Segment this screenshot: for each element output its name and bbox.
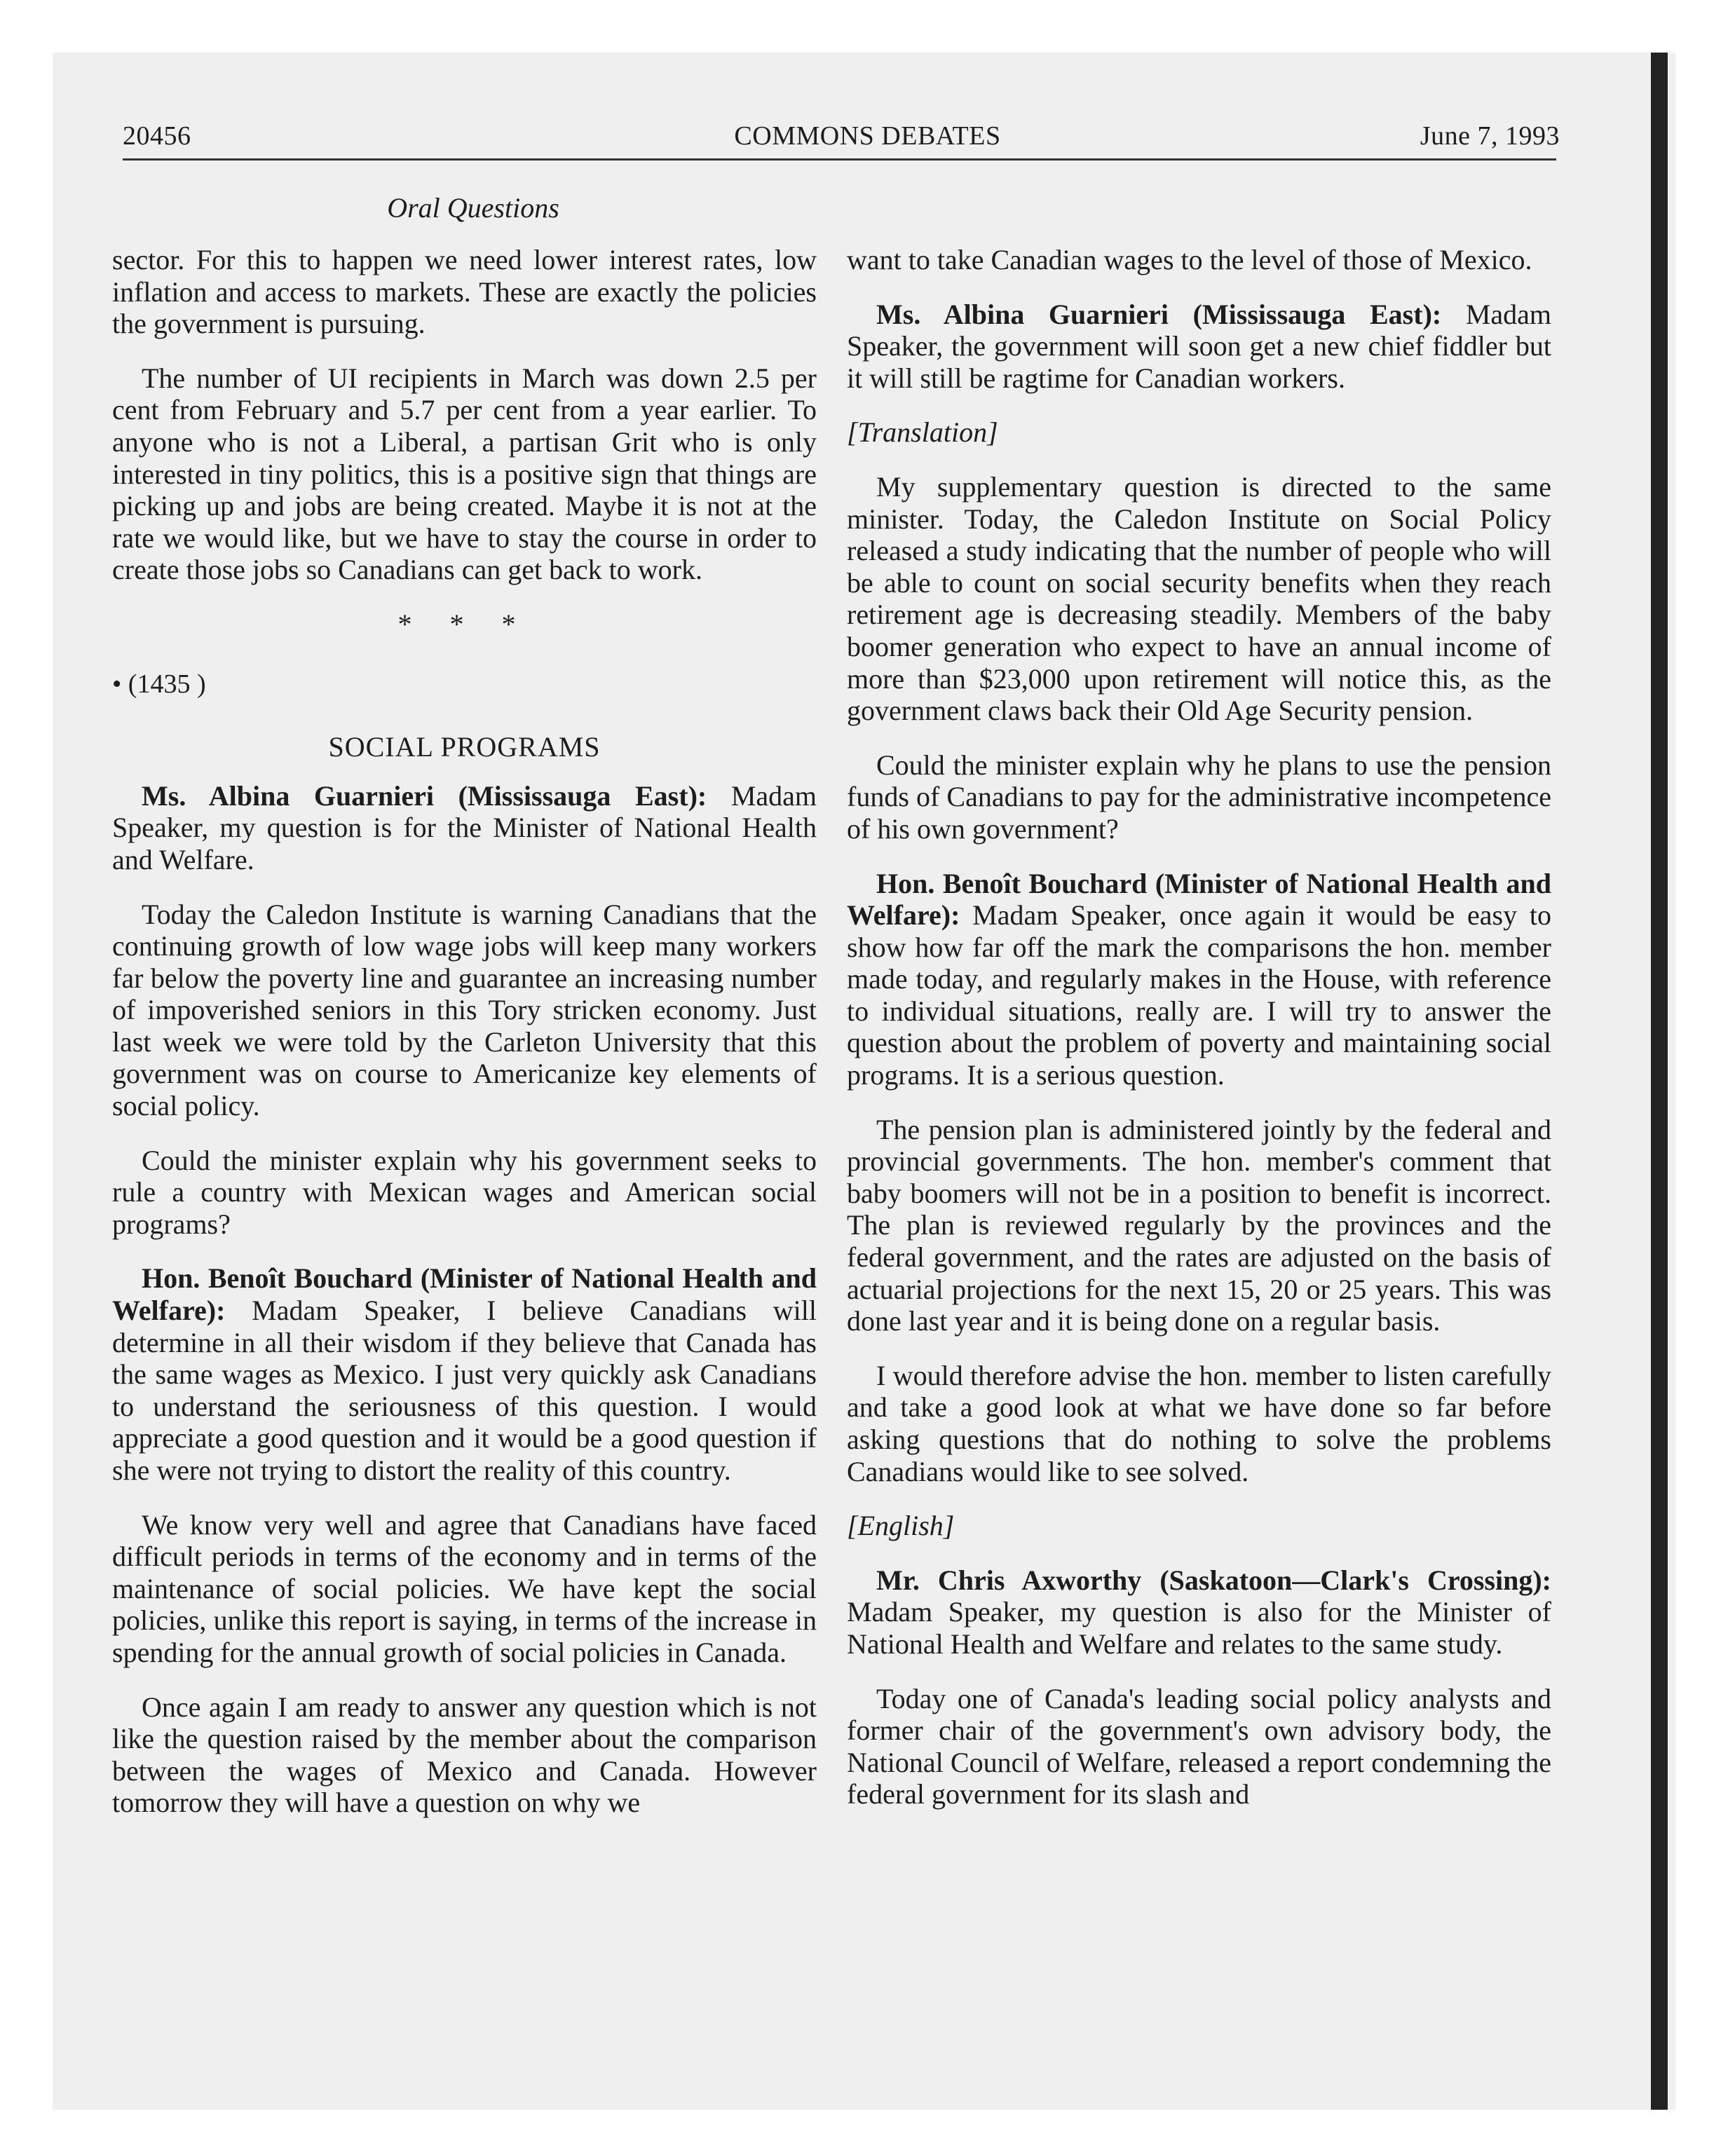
scan-edge-shadow: [1651, 53, 1668, 2110]
speech-paragraph: [112, 780, 817, 876]
speaker-name: Ms. Albina Guarnieri (Mississauga East):: [876, 298, 1442, 330]
speech-paragraph: [847, 1564, 1551, 1660]
paragraph: Once again I am ready to answer any question which is not like the question raised by the member about the comparison between the wages of Mexico and Canada. However tomorrow they will have a question on why we: [112, 1691, 817, 1819]
topic-heading: SOCIAL PROGRAMS: [328, 731, 601, 763]
time-marker: • (1435 ): [112, 669, 206, 699]
speaker-name: Hon. Benoît Bouchard (Minister of National Health and Welfare):: [112, 1262, 817, 1327]
header-rule: [123, 158, 1556, 161]
paragraph: We know very well and agree that Canadians have faced difficult periods in terms of the economy and in terms of the maintenance of social policies. We have kept the social policies, unlike this report is saying, in terms of the increase in spending for the annual growth of social policies in Canada.: [112, 1508, 817, 1668]
paragraph: Could the minister explain why his government seeks to rule a country with Mexican wages and American social programs?: [112, 1144, 817, 1240]
paragraph: Today the Caledon Institute is warning Canadians that the continuing growth of low wage jobs will keep many workers far below the poverty line and guarantee an increasing number of impoverished seniors in this Tory stricken economy. Just last week we were told by the Carleton University that this government was on course to Americanize key elements of social policy.: [112, 898, 817, 1122]
speaker-name: Hon. Benoît Bouchard (Minister of National Health and Welfare):: [847, 867, 1551, 932]
paragraph: The number of UI recipients in March was down 2.5 per cent from February and 5.7 per cent from a year earlier. To anyone who is not a Liberal, a partisan Grit who is only interested in tiny politics, this is a positive sign that things are picking up and jobs are being created. Maybe it is not at the rate we would like, but we have to stay the course in order to create those jobs so Canadians can get back to work.: [112, 362, 817, 586]
publication-title: COMMONS DEBATES: [734, 121, 1001, 151]
paragraph: I would therefore advise the hon. member to listen carefully and take a good look at what we have done so far before asking questions that do nothing to solve the problems Canadians would like to see solved.: [847, 1359, 1551, 1487]
section-title: Oral Questions: [387, 192, 559, 224]
section-separator: * * *: [397, 608, 531, 640]
speaker-name: Mr. Chris Axworthy (Saskatoon—Clark's Crossing):: [876, 1564, 1551, 1596]
speech-paragraph: [847, 868, 1551, 1091]
speech-text: Madam Speaker, the government will soon get a new chief fiddler but it will still be ragtime for Canadian workers.: [847, 298, 1551, 394]
speaker-name: Ms. Albina Guarnieri (Mississauga East):: [142, 779, 707, 812]
paragraph: Today one of Canada's leading social policy analysts and former chair of the government's own advisory body, the National Council of Welfare, released a report condemning the federal government for its slash and: [847, 1682, 1551, 1810]
paragraph: My supplementary question is directed to the same minister. Today, the Caledon Institute on Social Policy released a study indicating that the number of people who will be able to count on social security benefits when they reach retirement age is decreasing steadily. Members of the baby boomer generation who expect to have an annual income of more than $23,000 upon retirement will notice this, as the government claws back their Old Age Security pension.: [847, 470, 1551, 727]
left-column: [112, 244, 817, 1841]
paragraph: want to take Canadian wages to the level of those of Mexico.: [847, 244, 1532, 275]
speech-text: Madam Speaker, my question is also for the Minister of National Health and Welfare and relates to the same study.: [847, 1596, 1551, 1660]
speech-text: Madam Speaker, I believe Canadians will determine in all their wisdom if they believe that Canada has the same wages as Mexico. I just very quickly ask Canadians to understand the seriousness of this question. I would appreciate a good question and it would be a good question if she were not trying to distort the reality of this country.: [112, 1295, 817, 1486]
paragraph: Could the minister explain why he plans to use the pension funds of Canadians to pay for the administrative incompetence of his own government?: [847, 749, 1551, 845]
publication-date: June 7, 1993: [1420, 121, 1560, 151]
language-note: [English]: [847, 1510, 955, 1542]
speech-paragraph: [112, 1262, 817, 1486]
paragraph: The pension plan is administered jointly by the federal and provincial governments. The hon. member's comment that baby boomers will not be in a position to benefit is incorrect. The plan is reviewed regularly by the provinces and the federal government, and the rates are adjusted on the basis of actuarial projections for the next 15, 20 or 25 years. This was done last year and it is being done on a regular basis.: [847, 1113, 1551, 1337]
right-column: [847, 244, 1551, 1833]
speech-paragraph: [847, 299, 1551, 395]
paragraph: sector. For this to happen we need lower interest rates, low inflation and access to markets. These are exactly the policies the government is pursuing.: [112, 244, 817, 340]
page-number: 20456: [123, 121, 191, 151]
language-note: [Translation]: [847, 416, 998, 449]
speech-text: Madam Speaker, my question is for the Minister of National Health and Welfare.: [112, 779, 817, 875]
speech-text: Madam Speaker, once again it would be easy to show how far off the mark the comparisons the hon. member made today, and regularly makes in the House, with reference to individual situations, really are. I will try to answer the question about the problem of poverty and maintaining social programs. It is a serious question.: [847, 899, 1551, 1091]
